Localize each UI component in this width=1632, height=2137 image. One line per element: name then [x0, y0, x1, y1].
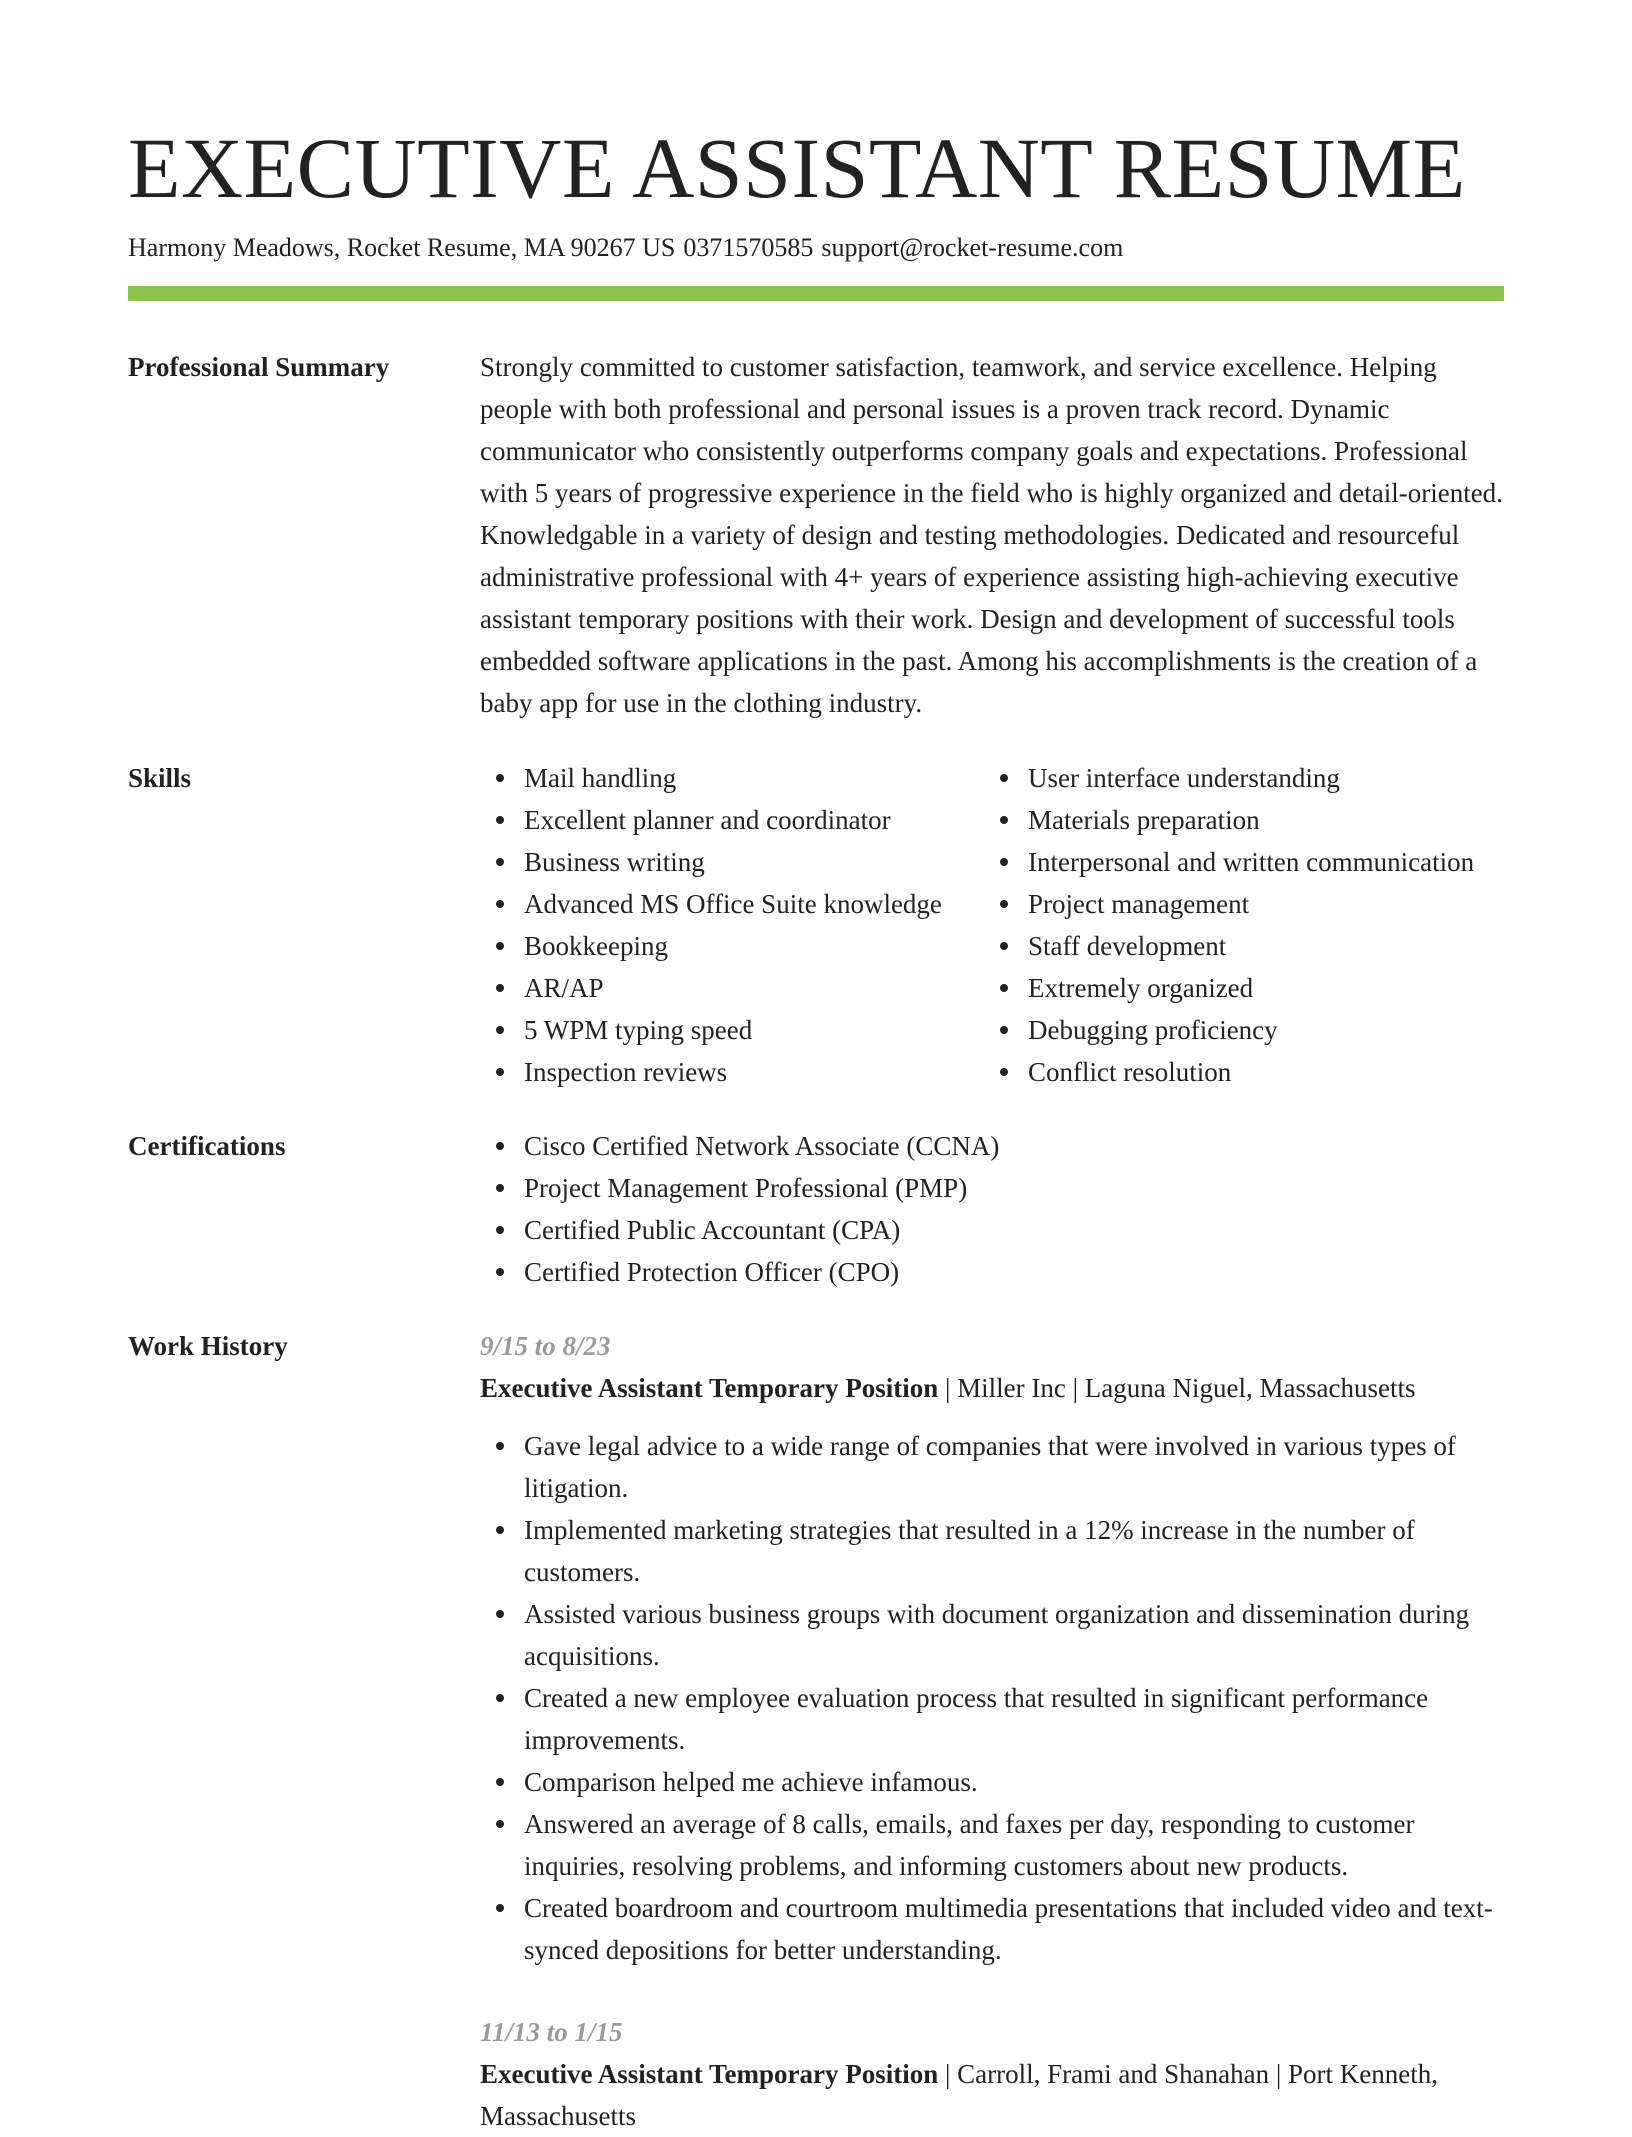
job-dates: 9/15 to 8/23 — [480, 1331, 611, 1361]
work-history-body — [480, 1325, 1504, 2137]
skill-item: User interface understanding — [984, 757, 1504, 799]
skill-item: AR/AP — [480, 967, 984, 1009]
certification-item: Project Management Professional (PMP) — [480, 1167, 1504, 1209]
skill-item: Staff development — [984, 925, 1504, 967]
skill-item: Project management — [984, 883, 1504, 925]
skill-item: Materials preparation — [984, 799, 1504, 841]
job-details: | Carroll, Frami and Shanahan | Port Kenneth, Massachusetts — [480, 2059, 1438, 2131]
job-bullet: Comparison helped me achieve infamous. — [480, 1761, 1504, 1803]
skills-label: Skills — [128, 763, 192, 793]
page-title: EXECUTIVE ASSISTANT RESUME — [128, 120, 1466, 216]
job-bullet-list — [480, 1425, 1504, 1971]
certification-item: Cisco Certified Network Associate (CCNA) — [480, 1125, 1504, 1167]
job-details: | Miller Inc | Laguna Niguel, Massachusetts — [938, 1373, 1416, 1403]
certification-item: Certified Public Accountant (CPA) — [480, 1209, 1504, 1251]
job-dates: 11/13 to 1/15 — [480, 2017, 623, 2047]
skills-list-right — [984, 757, 1504, 1093]
skill-item: Debugging proficiency — [984, 1009, 1504, 1051]
job-heading — [480, 2053, 1504, 2137]
job-bullet: Gave legal advice to a wide range of companies that were involved in various types of litigation. — [480, 1425, 1504, 1509]
skill-item: Interpersonal and written communication — [984, 841, 1504, 883]
skill-item: Business writing — [480, 841, 984, 883]
job-bullet: Created a new employee evaluation process that resulted in significant performance improvements. — [480, 1677, 1504, 1761]
skill-item: Bookkeeping — [480, 925, 984, 967]
header-divider — [128, 286, 1504, 301]
skill-item: Advanced MS Office Suite knowledge — [480, 883, 984, 925]
job-heading — [480, 1367, 1504, 1409]
contact-line — [128, 230, 1123, 266]
summary-label: Professional Summary — [128, 352, 390, 382]
job-entry — [480, 2011, 1504, 2137]
job-bullet: Answered an average of 8 calls, emails, and faxes per day, responding to customer inquiries, resolving problems, and informing customers about new products. — [480, 1803, 1504, 1887]
certifications-body — [480, 1125, 1504, 1293]
skill-item: 5 WPM typing speed — [480, 1009, 984, 1051]
work-history-label: Work History — [128, 1331, 288, 1361]
skills-body — [480, 757, 1504, 1093]
skill-item: Conflict resolution — [984, 1051, 1504, 1093]
skill-item: Mail handling — [480, 757, 984, 799]
job-title: Executive Assistant Temporary Position — [480, 2059, 939, 2089]
summary-text: Strongly committed to customer satisfaction, teamwork, and service excellence. Helping people with both professional and personal issues is a proven track record. Dynamic communicator who consistently outperforms company goals and expectations. Professional with 5 years of progressive experience in the field who is highly organized and detail-oriented. Knowledgable in a variety of design and testing methodologies. Dedicated and resourceful administrative professional with 4+ years of experience assisting high-achieving executive assistant temporary positions with their work. Design and development of successful tools embedded software applications in the past. Among his accomplishments is the creation of a baby app for use in the clothing industry. — [480, 352, 1503, 718]
contact-email: support@rocket-resume.com — [821, 233, 1124, 262]
job-bullet: Created boardroom and courtroom multimedia presentations that included video and text-synced depositions for better understanding. — [480, 1887, 1504, 1971]
job-title: Executive Assistant Temporary Position — [480, 1373, 939, 1403]
contact-phone: 0371570585 — [683, 233, 814, 262]
skills-list-left — [480, 757, 984, 1093]
skill-item: Inspection reviews — [480, 1051, 984, 1093]
job-bullet: Implemented marketing strategies that resulted in a 12% increase in the number of customers. — [480, 1509, 1504, 1593]
contact-address: Harmony Meadows, Rocket Resume, MA 90267 US — [128, 233, 676, 262]
certification-item: Certified Protection Officer (CPO) — [480, 1251, 1504, 1293]
skill-item: Excellent planner and coordinator — [480, 799, 984, 841]
certifications-label: Certifications — [128, 1131, 286, 1161]
certifications-list — [480, 1125, 1504, 1293]
job-bullet: Assisted various business groups with document organization and dissemination during acquisitions. — [480, 1593, 1504, 1677]
job-entry — [480, 1325, 1504, 1971]
skill-item: Extremely organized — [984, 967, 1504, 1009]
